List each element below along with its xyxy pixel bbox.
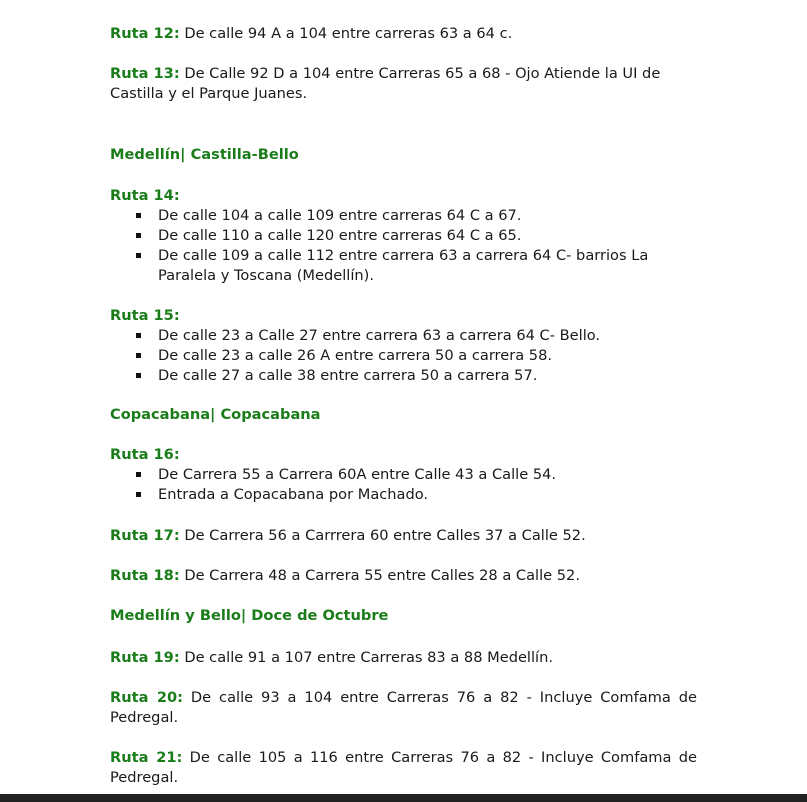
ruta-13-paragraph <box>110 64 697 104</box>
ruta-20-text: De calle 93 a 104 entre Carreras 76 a 82 - Incluye Comfama de Pedregal. <box>110 689 697 726</box>
list-item <box>110 465 697 485</box>
bottom-bar <box>0 794 807 802</box>
ruta-14-label: Ruta 14: <box>110 187 180 204</box>
list-item-text: De calle 109 a calle 112 entre carrera 63 a carrera 64 C- barrios La Paralela y Toscana (Medellín). <box>158 247 649 284</box>
ruta-20-label: Ruta 20: <box>110 689 183 706</box>
list-item <box>110 226 697 246</box>
ruta-13-label: Ruta 13: <box>110 65 180 82</box>
ruta-12-text: De calle 94 A a 104 entre carreras 63 a 64 c. <box>179 25 513 42</box>
list-item <box>110 246 697 286</box>
bullet-icon <box>136 353 141 358</box>
list-item-text: De calle 110 a calle 120 entre carreras 64 C a 65. <box>158 227 522 244</box>
bullet-icon <box>136 373 141 378</box>
bullet-icon <box>136 472 141 477</box>
section-heading-castilla-bello: Medellín| Castilla-Bello <box>110 146 299 163</box>
section-heading-doce-de-octubre: Medellín y Bello| Doce de Octubre <box>110 607 389 624</box>
ruta-15-label: Ruta 15: <box>110 307 180 324</box>
ruta-18-text: De Carrera 48 a Carrera 55 entre Calles 28 a Calle 52. <box>179 567 580 584</box>
ruta-16-list <box>110 465 697 505</box>
ruta-19-text: De calle 91 a 107 entre Carreras 83 a 88 Medellín. <box>179 649 553 666</box>
ruta-21-text: De calle 105 a 116 entre Carreras 76 a 82 - Incluye Comfama de Pedregal. <box>110 749 697 786</box>
section-heading-copacabana: Copacabana| Copacabana <box>110 406 321 423</box>
list-item-text: De calle 23 a calle 26 A entre carrera 50 a carrera 58. <box>158 347 553 364</box>
list-item-text: De Carrera 55 a Carrera 60A entre Calle 43 a Calle 54. <box>158 466 557 483</box>
ruta-21-paragraph <box>110 748 697 788</box>
bullet-icon <box>136 492 141 497</box>
ruta-20-paragraph <box>110 688 697 728</box>
ruta-13-text: De Calle 92 D a 104 entre Carreras 65 a 68 - Ojo Atiende la UI de Castilla y el Parque Juanes. <box>110 65 661 102</box>
ruta-19-label: Ruta 19: <box>110 649 180 666</box>
bullet-icon <box>136 213 141 218</box>
list-item <box>110 326 697 346</box>
list-item <box>110 485 697 505</box>
bullet-icon <box>136 233 141 238</box>
ruta-18-label: Ruta 18: <box>110 567 180 584</box>
ruta-17-label: Ruta 17: <box>110 527 180 544</box>
ruta-12-label: Ruta 12: <box>110 25 180 42</box>
bullet-icon <box>136 333 141 338</box>
ruta-18-paragraph <box>110 566 697 586</box>
list-item <box>110 206 697 226</box>
list-item <box>110 346 697 366</box>
list-item-text: De calle 23 a Calle 27 entre carrera 63 a carrera 64 C- Bello. <box>158 327 601 344</box>
list-item <box>110 366 697 386</box>
ruta-17-paragraph <box>110 526 697 546</box>
list-item-text: De calle 27 a calle 38 entre carrera 50 a carrera 57. <box>158 367 538 384</box>
ruta-14-list <box>110 206 697 286</box>
ruta-21-label: Ruta 21: <box>110 749 183 766</box>
ruta-17-text: De Carrera 56 a Carrrera 60 entre Calles 37 a Calle 52. <box>179 527 586 544</box>
list-item-text: Entrada a Copacabana por Machado. <box>158 486 429 503</box>
list-item-text: De calle 104 a calle 109 entre carreras 64 C a 67. <box>158 207 522 224</box>
ruta-16-label: Ruta 16: <box>110 446 180 463</box>
ruta-19-paragraph <box>110 648 697 668</box>
ruta-15-list <box>110 326 697 386</box>
bullet-icon <box>136 253 141 258</box>
ruta-12-paragraph <box>110 24 697 44</box>
